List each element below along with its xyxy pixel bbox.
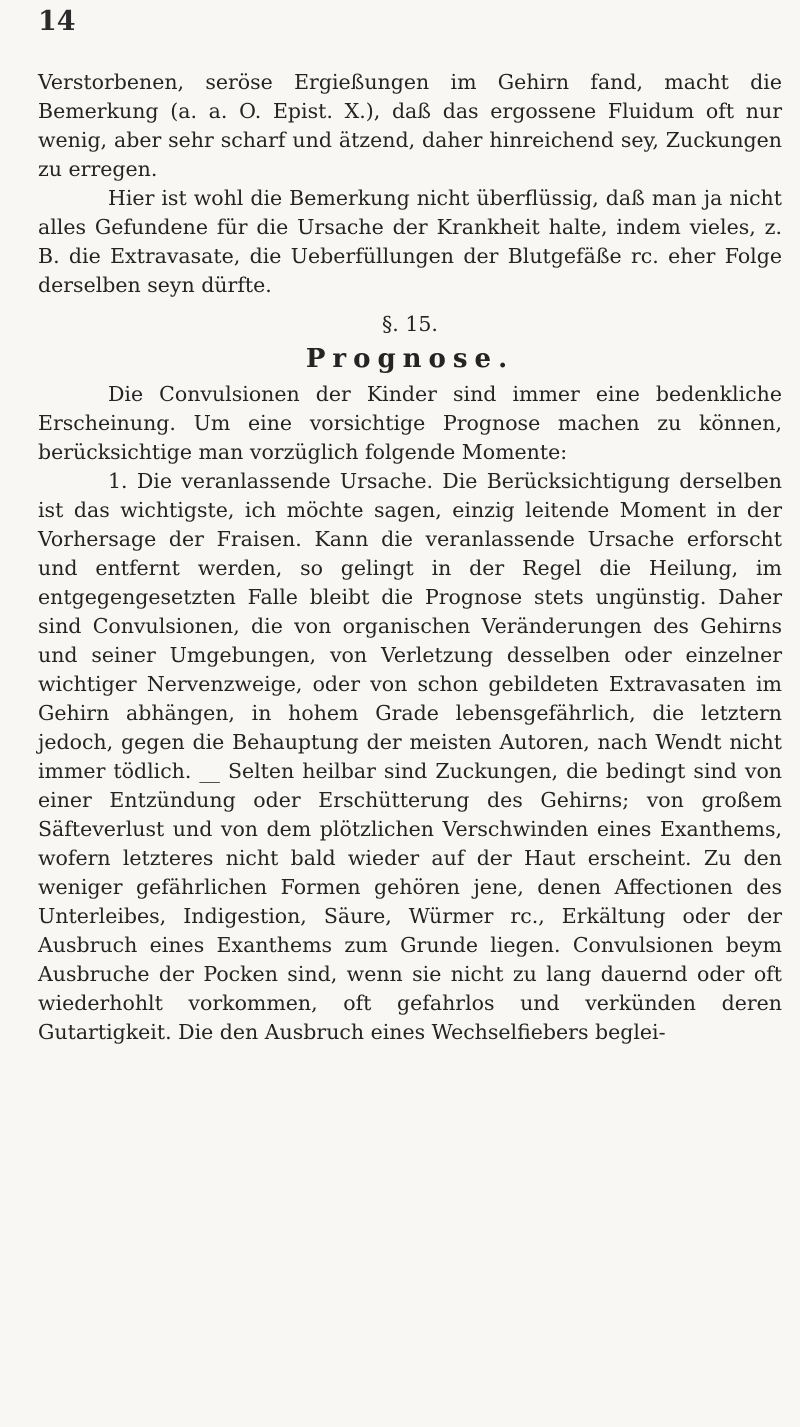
paragraph-cause: 1. Die veranlassende Ursache. Die Berücksichtigung derselben ist das wichtigste, ich möchte sagen, einzig leitende Moment in der Vorhersage der Fraisen. Kann die veranlassende Ursache erforscht und entfernt werden, so gelingt in der Regel die Heilung, im entgegengesetzten Falle bleibt die Prognose stets ungünstig. Daher sind Convulsionen, die von organischen Veränderungen des Gehirns und seiner Umgebungen, von Verletzung desselben oder einzelner wichtiger Nervenzweige, oder von schon gebildeten Extravasaten im Gehirn abhängen, in hohem Grade lebensgefährlich, die letztern jedoch, gegen die Behauptung der meisten Autoren, nach Wendt nicht immer tödlich. __ Selten heilbar sind Zuckungen, die bedingt sind von einer Entzündung oder Erschütterung des Gehirns; von großem Säfteverlust und von dem plötzlichen Verschwinden eines Exanthems, wofern letzteres nicht bald wieder auf der Haut erscheint. Zu den weniger gefährlichen Formen gehören jene, denen Affectionen des Unterleibes, Indigestion, Säure, Würmer rc., Erkältung oder der Ausbruch eines Exanthems zum Grunde liegen. Convulsionen beym Ausbruche der Pocken sind, wenn sie nicht zu lang dauernd oder oft wiederhohlt vorkommen, oft gefahrlos und verkünden deren Gutartigkeit. Die den Ausbruch eines Wechselfiebers beglei- bbox=[38, 469, 782, 1044]
paragraph-continuation: Verstorbenen, seröse Ergießungen im Gehirn fand, macht die Bemerkung (a. a. O. Epist. X.), daß das ergossene Fluidum oft nur wenig, aber sehr scharf und ätzend, daher hinreichend sey, Zuckungen zu erregen. bbox=[38, 70, 782, 181]
paragraph-prognosis-intro: Die Convulsionen der Kinder sind immer eine bedenkliche Erscheinung. Um eine vorsichtige Prognose machen zu können, berücksichtige man vorzüglich folgende Momente: bbox=[38, 382, 782, 464]
paragraph-remark: Hier ist wohl die Bemerkung nicht überflüssig, daß man ja nicht alles Gefundene für die Ursache der Krankheit halte, indem vieles, z. B. die Extravasate, die Ueberfüllungen der Blutgefäße rc. eher Folge derselben seyn dürfte. bbox=[38, 186, 782, 297]
section-number: §. 15. bbox=[382, 312, 438, 336]
body-text bbox=[38, 68, 782, 1047]
page-number: 14 bbox=[38, 6, 76, 37]
section-title: Prognose. bbox=[305, 344, 515, 374]
